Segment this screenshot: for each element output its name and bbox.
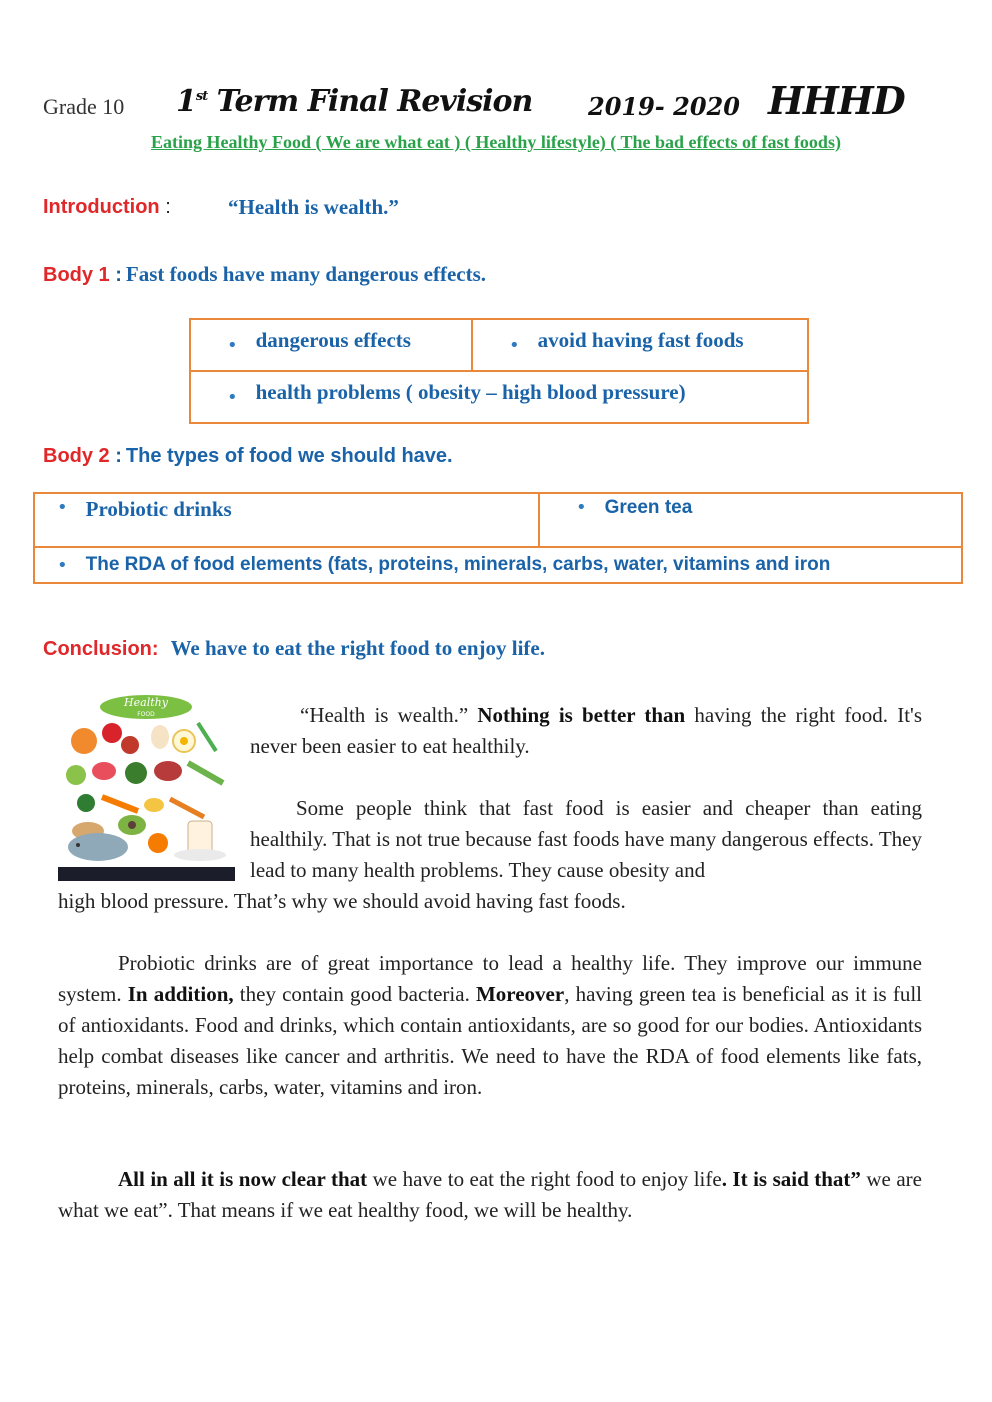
p3-bold-2: Moreover — [475, 982, 565, 1006]
term-text: Term Final Revision — [207, 84, 533, 119]
essay-paragraph-2-cont: high blood pressure. That’s why we should avoid having fast foods. — [58, 889, 626, 913]
essay-paragraph-4 — [58, 1164, 922, 1226]
body2-cell-1-text: Probiotic drinks — [85, 497, 232, 521]
p4-text-b: we have to eat the right food to enjoy life — [367, 1167, 722, 1191]
conclusion-sep: : — [151, 638, 159, 660]
body1-cell-3-text: health problems ( obesity – high blood pressure) — [255, 379, 686, 404]
essay-paragraph-3 — [58, 948, 922, 1103]
body2-cell-2 — [539, 493, 962, 547]
p3-bold-1: In addition, — [127, 982, 234, 1006]
body1-cell-2-text: avoid having fast foods — [537, 327, 744, 352]
body1-table — [189, 318, 809, 424]
body1-cell-2 — [472, 319, 808, 371]
introduction-line — [43, 196, 171, 219]
essay-paragraph-1 — [250, 700, 922, 762]
p4-bold-2: . It is said that” — [721, 1167, 861, 1191]
body2-table — [33, 492, 963, 584]
body2-cell-3 — [34, 547, 962, 583]
term-title — [176, 84, 532, 119]
p4-bold-1: All in all it is now clear that — [118, 1167, 368, 1191]
body1-cell-1-text: dangerous effects — [255, 327, 411, 352]
introduction-quote: “Health is wealth.” — [228, 195, 399, 219]
term-sup: st — [195, 89, 208, 104]
p3-text-a: Probiotic drinks are of great importance to lead a healthy life. They improve our immune system. — [58, 951, 922, 1006]
bullet-icon: • — [509, 334, 520, 356]
body2-line — [43, 445, 453, 468]
image-badge-text: Healthy — [124, 696, 168, 709]
body2-cell-1 — [34, 493, 539, 547]
p1-bold: Nothing is better than — [477, 703, 686, 727]
essay-paragraph-2: Some people think that fast food is easier and cheaper than eating healthily. That is not true because fast foods have many dangerous effects. They lead to many health problems. They cause obesity and — [250, 796, 922, 882]
bullet-icon: • — [57, 554, 68, 576]
body2-cell-2-text: Green tea — [604, 497, 693, 518]
p4-text-d: we are what we eat”. That means if we eat healthy food, we will be healthy. — [58, 1167, 922, 1222]
introduction-label: Introduction — [43, 196, 160, 218]
conclusion-label: Conclusion — [43, 638, 152, 660]
p1-text-a: “Health is wealth.” — [300, 703, 478, 727]
school-year: 2019- 2020 — [588, 92, 740, 121]
body1-label: Body 1 — [43, 264, 110, 286]
handwritten-initials: HHHD — [768, 78, 905, 123]
bullet-icon: • — [576, 497, 587, 518]
grade-label: Grade 10 — [43, 94, 125, 119]
conclusion-text: We have to eat the right food to enjoy life. — [170, 636, 545, 660]
introduction-sep: : — [159, 196, 171, 218]
p1-text-c: having the right food. It's never been easier to eat healthily. — [250, 703, 922, 758]
body1-cell-3 — [190, 371, 808, 423]
p3-text-e: , having green tea is beneficial as it is full of antioxidants. Food and drinks, which contain antioxidants, are so good for our bodies. Antioxidants help combat diseases like cancer and arthritis. We need to have the RDA of food elements like fats, proteins, minerals, carbs, water, vitamins and iron. — [58, 982, 922, 1099]
body1-text: Fast foods have many dangerous effects. — [125, 262, 487, 286]
bullet-icon: • — [57, 497, 68, 518]
healthy-food-illustration — [58, 693, 235, 881]
body2-label: Body 2 — [43, 445, 110, 467]
image-badge-subtext: FOOD — [137, 711, 155, 718]
term-number: 1 — [176, 84, 196, 119]
body1-line — [43, 262, 486, 287]
body1-sep: : — [109, 264, 122, 286]
page-subtitle: Eating Healthy Food ( We are what eat ) ( Healthy lifestyle) ( The bad effects of fast foods) — [151, 132, 841, 152]
body2-cell-3-text: The RDA of food elements (fats, proteins, minerals, carbs, water, vitamins and iron — [85, 554, 831, 575]
body2-text: The types of food we should have. — [125, 445, 453, 467]
p3-text-c: they contain good bacteria. — [233, 982, 476, 1006]
bullet-icon: • — [227, 334, 238, 356]
body1-cell-1 — [190, 319, 472, 371]
conclusion-line — [43, 636, 545, 661]
bullet-icon: • — [227, 386, 238, 408]
body2-sep: : — [109, 445, 122, 467]
